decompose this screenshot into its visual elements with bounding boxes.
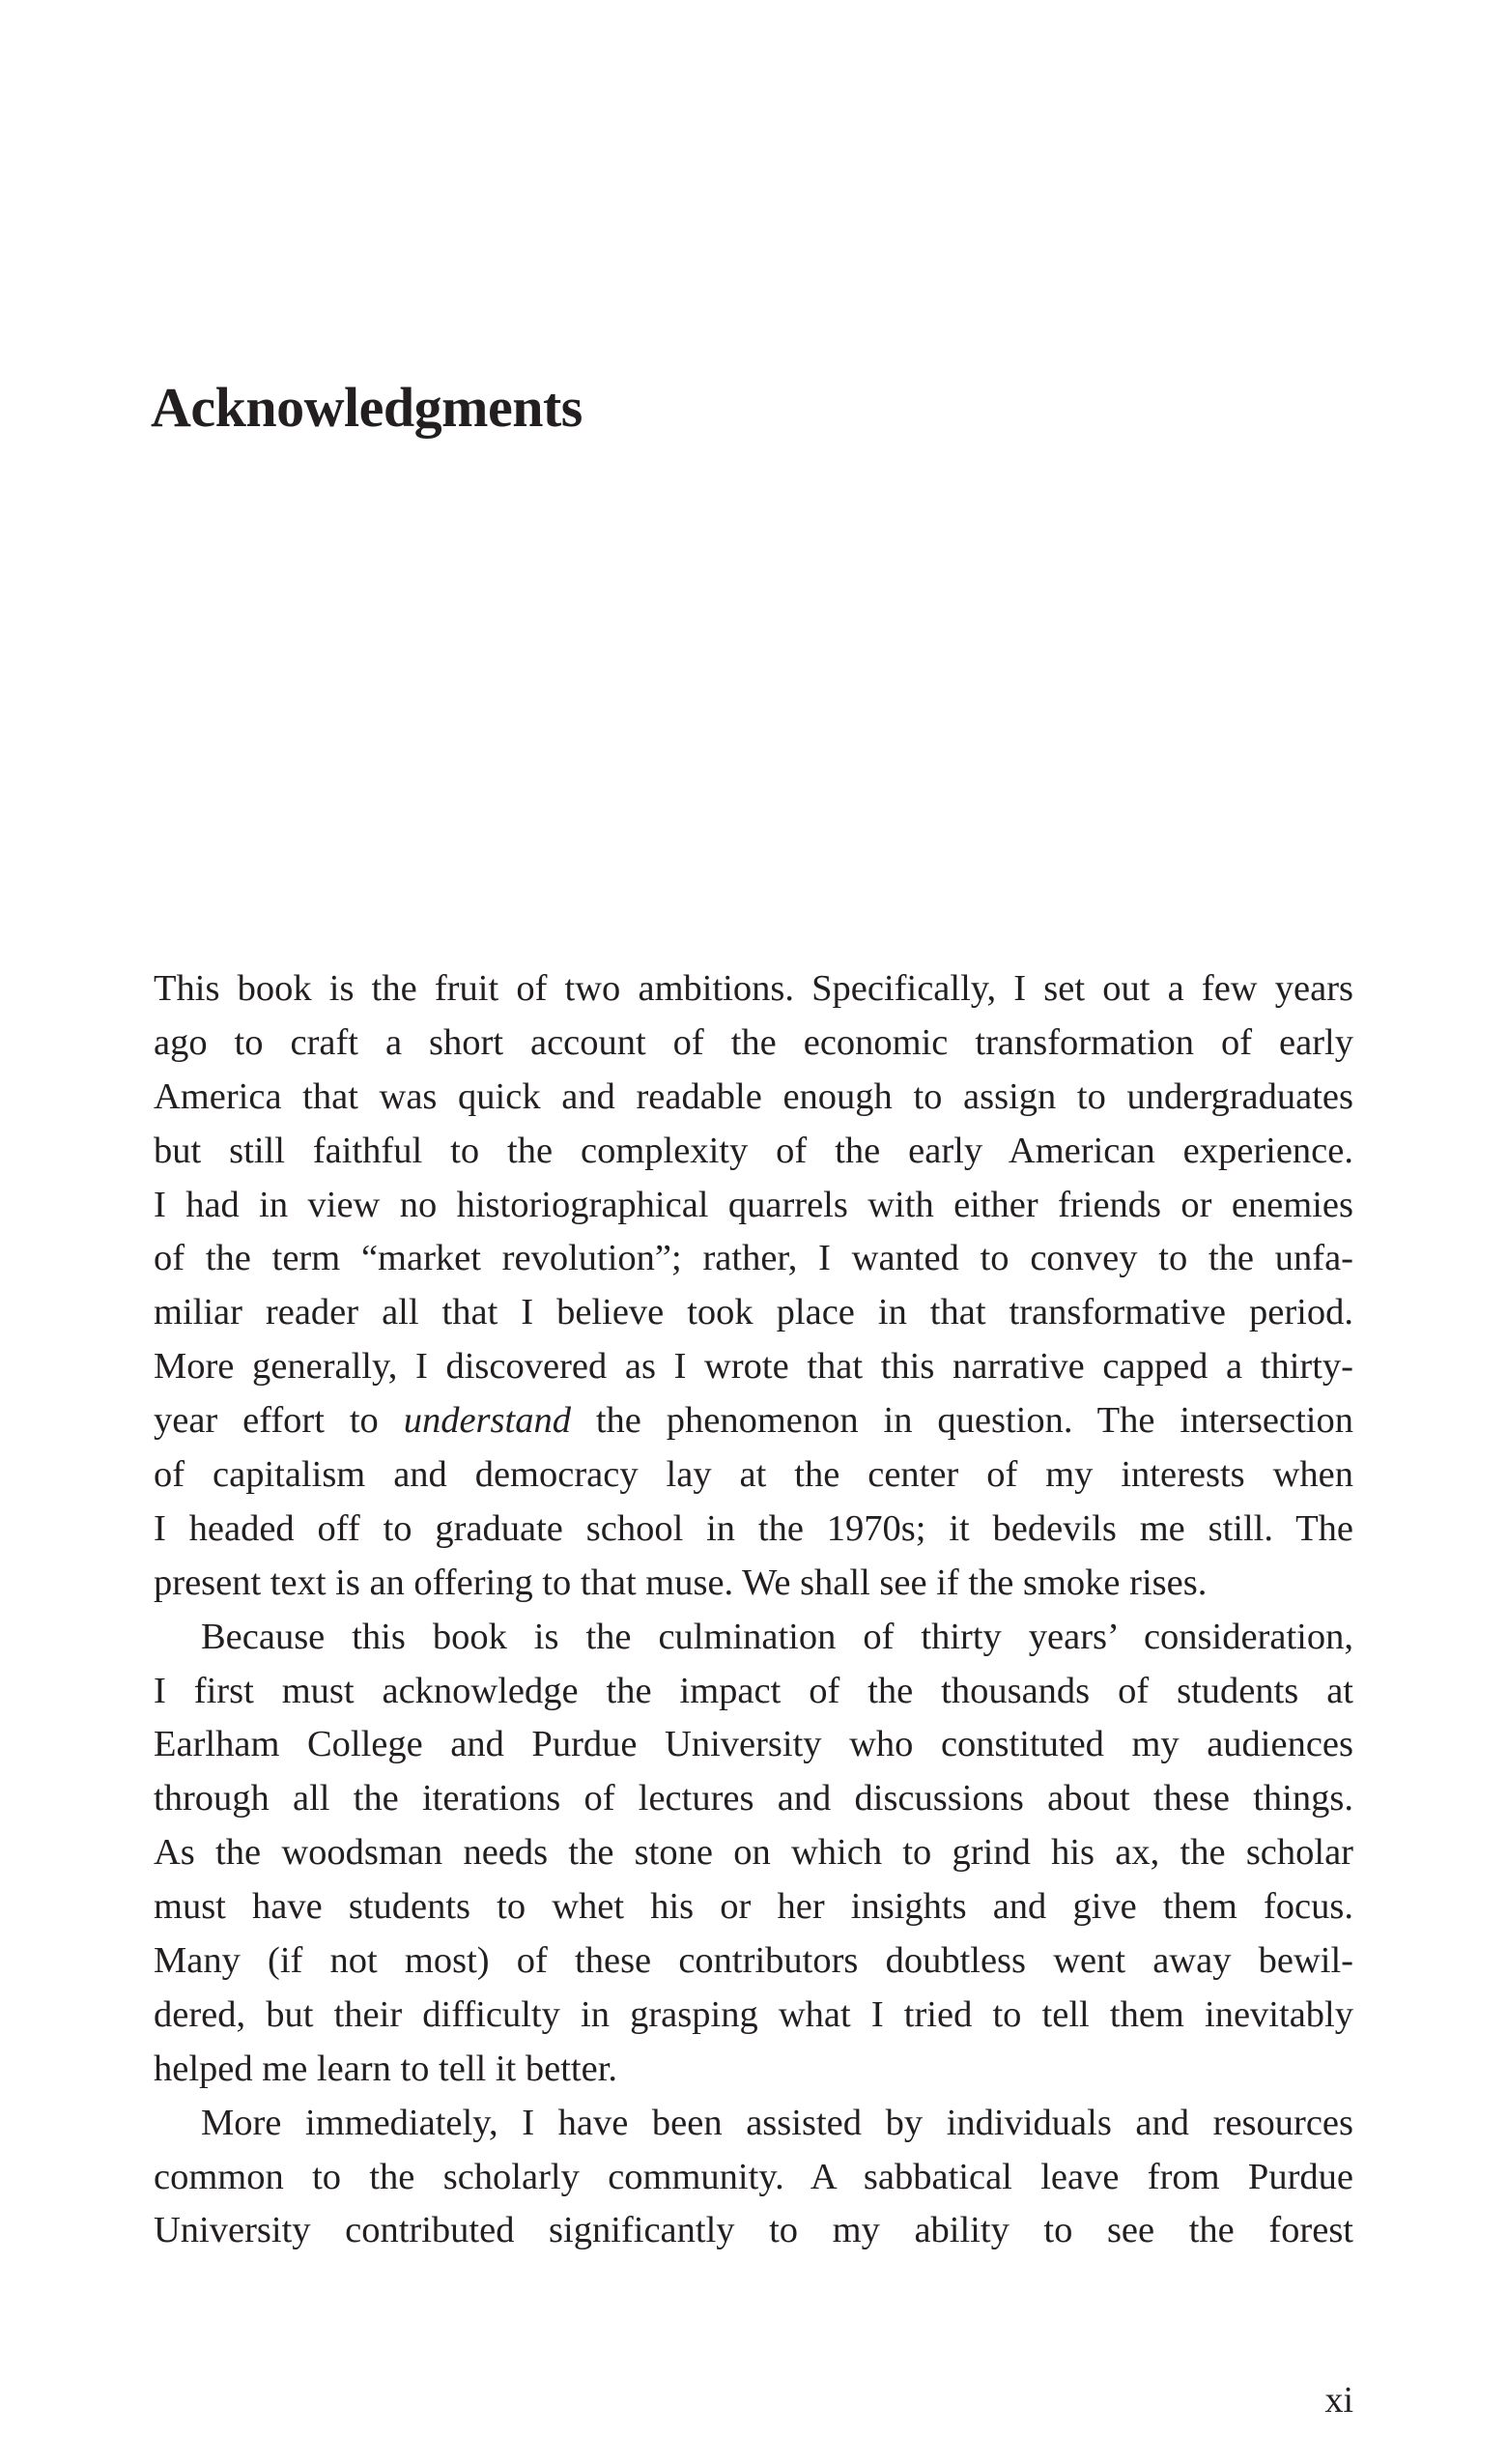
paragraph xyxy=(154,1611,1353,2097)
paragraph xyxy=(154,962,1353,1611)
text-line: but still faithful to the complexity of the early American experience. xyxy=(154,1130,1353,1171)
text-line: I headed off to graduate school in the 1970s; it bedevils me still. The xyxy=(154,1507,1353,1549)
paragraph xyxy=(154,2097,1353,2259)
text-line: I had in view no historiographical quarrels with either friends or enemies xyxy=(154,1184,1353,1225)
text-segment: the phenomenon in question. The intersection xyxy=(570,1400,1353,1442)
body-text xyxy=(154,962,1353,2258)
text-line: dered, but their difficulty in grasping what I tried to tell them inevitably xyxy=(154,1993,1353,2035)
text-line: University contributed significantly to my ability to see the forest xyxy=(154,2210,1353,2251)
text-line: must have students to whet his or her insights and give them focus. xyxy=(154,1886,1353,1928)
text-line: of capitalism and democracy lay at the center of my interests when xyxy=(154,1454,1353,1496)
text-line: I first must acknowledge the impact of the thousands of students at xyxy=(154,1670,1353,1711)
text-line: More generally, I discovered as I wrote that this narrative capped a thirty- xyxy=(154,1346,1353,1388)
page-number: xi xyxy=(1324,2380,1353,2421)
text-line: America that was quick and readable enough to assign to undergraduates xyxy=(154,1075,1353,1117)
text-line: through all the iterations of lectures and discussions about these things. xyxy=(154,1778,1353,1819)
text-line: This book is the fruit of two ambitions. Specifically, I set out a few years xyxy=(154,968,1353,1009)
text-line: Many (if not most) of these contributors doubtless went away bewil- xyxy=(154,1940,1353,1982)
text-line: common to the scholarly community. A sabbatical leave from Purdue xyxy=(154,2156,1353,2197)
italic-emphasis: understand xyxy=(403,1400,571,1442)
text-line: helped me learn to tell it better. xyxy=(154,2048,618,2089)
text-line: As the woodsman needs the stone on which to grind his ax, the scholar xyxy=(154,1832,1353,1874)
text-segment: year effort to xyxy=(154,1400,404,1442)
text-line: Earlham College and Purdue University who constituted my audiences xyxy=(154,1724,1353,1765)
text-line: of the term “market revolution”; rather, I wanted to convey to the unfa- xyxy=(154,1238,1353,1279)
text-line: ago to craft a short account of the economic transformation of early xyxy=(154,1021,1353,1063)
text-line: More immediately, I have been assisted by individuals and resources xyxy=(201,2102,1353,2143)
text-line xyxy=(154,1394,1353,1448)
text-line: miliar reader all that I believe took place in that transformative period. xyxy=(154,1292,1353,1333)
text-line: present text is an offering to that muse. We shall see if the smoke rises. xyxy=(154,1561,1208,1603)
text-line: Because this book is the culmination of thirty years’ consideration, xyxy=(201,1616,1353,1657)
page-title: Acknowledgments xyxy=(151,376,583,439)
